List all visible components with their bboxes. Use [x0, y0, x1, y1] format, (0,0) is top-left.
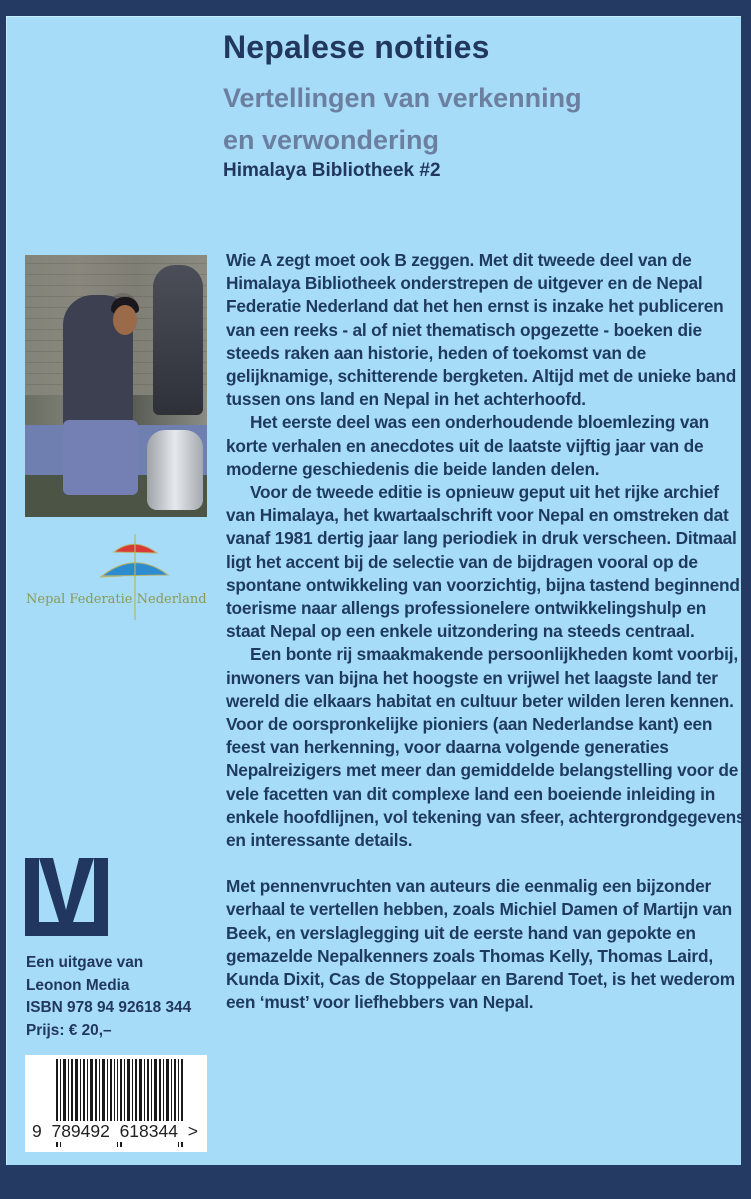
book-subtitle — [223, 77, 582, 161]
publisher-name: Leonon Media — [26, 976, 130, 994]
blurb-paragraph-1: Wie A zegt moet ook B zeggen. Met dit tweede deel van de Himalaya Bibliotheek onderstrepen de uitgever en de Nepal Federatie Nederland dat het hen ernst is inzake het publiceren van een reeks - al of niet thematisch opgezette - boeken die steeds raken aan historie, heden of toekomst van de gelijknamige, schitterende bergketen. Altijd met de unieke band tussen ons land en Nepal in het achterhoofd. — [226, 250, 737, 410]
series-label: Himalaya Bibliotheek #2 — [223, 160, 441, 181]
subtitle-line-2: en verwondering — [223, 125, 440, 155]
photo-skirt — [63, 420, 138, 495]
barcode-number: 9 789492 618344 > — [32, 1121, 198, 1141]
blurb-paragraph-4: Een bonte rij smaakmakende persoonlijkheden komt voorbij, inwoners van bijna het hoogste en vrijwel het laagste land ter wereld die elkaars habitat en cultuur beter wilden leren kennen. Voor de oorspronkelijke pioniers (aan Nederlandse kant) een feest van herkenning, voor daarna volgende generaties Nepalreizigers met meer dan gemiddelde belangstelling voor de vele facetten van dit complexe land een boeiende inleiding in enkele hoofdlijnen, vol tekening van sfeer, achtergrondgegevens en interessante details. — [226, 644, 746, 851]
publisher-info — [26, 952, 191, 1043]
blurb-paragraph-2: Het eerste deel was een onderhoudende bloemlezing van korte verhalen en anecdotes uit de laatste vijftig jaar van de moderne geschiedenis die beide landen delen. — [226, 412, 709, 479]
cover-photo — [25, 255, 207, 517]
blurb-paragraph-5: Met pennenvruchten van auteurs die eenmalig een bijzonder verhaal te vertellen hebben, zoals Michiel Damen of Martijn van Beek, en verslaglegging uit de eerste hand van gepokte en gemazelde Nepalkenners zoals Thomas Kelly, Thomas Laird, Kunda Dixit, Cas de Stoppelaar en Barend Toet, is het wederom een ‘must’ voor liefhebbers van Nepal. — [226, 876, 735, 1013]
blurb-paragraph-3: Voor de tweede editie is opnieuw geput uit het rijke archief van Himalaya, het kwartaalschrift voor Nepal en omstreken dat vanaf 1981 dertig jaar lang periodiek in druk verscheen. Ditmaal ligt het accent bij de selectie van de bijdragen vooral op de spontane ontwikkeling van voorzichtig, bijna tastend beginnend toerisme naar allengs professionelere ontwikkelingshulp en staat Nepal op een enkele uitzondering na steeds centraal. — [226, 482, 740, 642]
blurb — [226, 249, 746, 1015]
photo-water-jug — [147, 430, 203, 510]
photo-face — [113, 305, 137, 335]
subtitle-line-1: Vertellingen van verkenning — [223, 83, 582, 113]
book-title: Nepalese notities — [223, 29, 490, 65]
publisher-line-1: Een uitgave van — [26, 954, 144, 971]
publisher-logo-icon — [25, 858, 108, 936]
partner-logo-text: Nepal Federatie Nederland — [26, 592, 207, 607]
price: Prijs: € 20,– — [26, 1022, 112, 1040]
photo-water-spout — [153, 265, 203, 415]
isbn: ISBN 978 94 92618 344 — [26, 999, 192, 1017]
